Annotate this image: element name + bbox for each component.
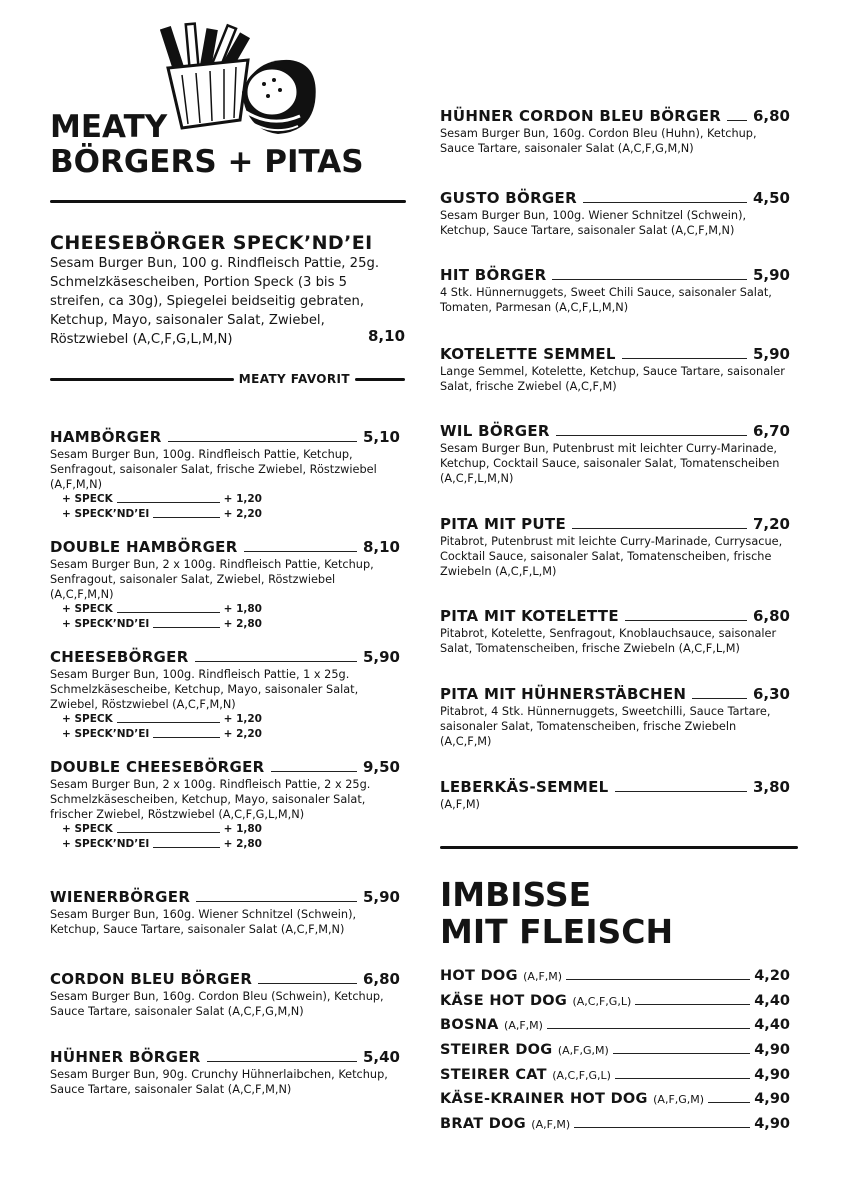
menu-item-desc: Sesam Burger Bun, 2 x 100g. Rindfleisch Pattie, 2 x 25g. Schmelzkäsescheiben, Ketchup, Mayo, saisonaler Salat, frischer Zwiebel, Röstzwiebel (A,C,F,G,L,M,N) [50,778,371,821]
menu-item-price: 6,30 [752,685,790,703]
menu-item-price: 6,80 [362,970,400,988]
menu-item-price: 5,10 [362,428,400,446]
addon-price: + 1,80 [223,823,262,835]
leader-line [727,120,747,121]
imbiss-item [440,993,790,1009]
addon-option [62,602,262,617]
menu-item-header [440,345,790,363]
menu-item-header [50,1048,400,1066]
menu-item-price: 8,10 [362,538,400,556]
menu-item-price: 5,40 [362,1048,400,1066]
menu-item-name: HÜHNER BÖRGER [50,1048,201,1066]
imbiss-item [440,1042,790,1058]
menu-item-price: 9,50 [362,758,400,776]
menu-item-header [440,107,790,125]
menu-item [50,538,400,632]
addon-name: + SPECK [62,493,113,505]
addon-price: + 2,20 [223,728,262,740]
addon-name: + SPECK [62,603,113,615]
leader-line [566,979,750,980]
divider-line-left [50,378,234,381]
menu-item [50,758,400,852]
menu-item [440,515,790,579]
imbiss-price: 4,90 [754,1116,790,1132]
leader-line [613,1053,750,1054]
leader-line [625,620,747,621]
imbiss-name: STEIRER DOG [440,1042,553,1058]
menu-item-header [50,428,400,446]
menu-item-name: PITA MIT PUTE [440,515,566,533]
menu-item-name: HIT BÖRGER [440,266,547,284]
imbiss-price: 4,20 [754,968,790,984]
leader-line [117,722,220,723]
menu-item-price: 5,90 [752,345,790,363]
imbiss-name-wrap [440,1091,704,1107]
leader-line [195,661,357,662]
imbiss-name-wrap [440,968,562,984]
menu-item-price: 7,20 [752,515,790,533]
addon-option [62,492,262,507]
meaty-favorit-divider [50,372,405,386]
menu-item-name: HAMBÖRGER [50,428,162,446]
imbiss-allergens: (A,F,M) [523,970,563,983]
leader-line [556,435,747,436]
menu-item-price: 5,90 [362,888,400,906]
menu-item-desc: Sesam Burger Bun, 100g. Rindfleisch Pattie, 1 x 25g. Schmelzkäsescheibe, Ketchup, Mayo, saisonaler Salat, Zwiebel, Röstzwiebel (A,C,F,M,N) [50,668,359,711]
menu-item [440,685,790,749]
leader-line [615,791,747,792]
leader-line [153,627,219,628]
leader-line [153,517,219,518]
menu-item [50,970,400,1019]
imbiss-name: BRAT DOG [440,1116,526,1132]
addon-option [62,822,262,837]
menu-item-desc: Pitabrot, 4 Stk. Hünnernuggets, Sweetchilli, Sauce Tartare, saisonaler Salat, Tomatenscheiben, frische Zwiebeln (A,C,F,M) [440,705,771,748]
leader-line [207,1061,357,1062]
menu-item-name: LEBERKÄS-SEMMEL [440,778,609,796]
leader-line [583,202,747,203]
imbiss-name-wrap [440,993,631,1009]
menu-item [50,428,400,522]
page-title-line2: BÖRGERS + PITAS [50,144,364,180]
imbiss-item [440,1116,790,1132]
menu-item-price: 3,80 [752,778,790,796]
menu-item-name: DOUBLE CHEESEBÖRGER [50,758,265,776]
menu-item [440,189,790,238]
addon-price: + 1,20 [223,493,262,505]
imbiss-name: KÄSE HOT DOG [440,993,568,1009]
addon-option [62,727,262,742]
leader-line [271,771,357,772]
imbiss-allergens: (A,F,G,M) [557,1044,609,1057]
menu-item [440,607,790,656]
leader-line [117,502,220,503]
imbisse-divider [440,846,798,849]
menu-item [440,266,790,315]
imbiss-name: HOT DOG [440,968,518,984]
leader-line [692,698,747,699]
addon-name: + SPECK’ND’EI [62,728,150,740]
addon-option [62,507,262,522]
menu-item-header [440,778,790,796]
menu-item-name: GUSTO BÖRGER [440,189,577,207]
leader-line [117,832,220,833]
imbiss-item [440,968,790,984]
menu-item-desc: Sesam Burger Bun, 2 x 100g. Rindfleisch Pattie, Ketchup, Senfragout, saisonaler Salat, Zwiebel, Röstzwiebel (A,C,F,M,N) [50,558,374,601]
menu-item-name: CORDON BLEU BÖRGER [50,970,253,988]
menu-item [50,888,400,937]
imbisse-title [440,876,673,950]
imbiss-allergens: (A,C,F,G,L) [572,995,632,1008]
leader-line [117,612,220,613]
leader-line [547,1028,750,1029]
menu-item-name: HÜHNER CORDON BLEU BÖRGER [440,107,722,125]
menu-item-price: 5,90 [752,266,790,284]
imbiss-name: BOSNA [440,1017,499,1033]
menu-item-desc: 4 Stk. Hünnernuggets, Sweet Chili Sauce, saisonaler Salat, Tomaten, Parmesan (A,C,F,L,M,N) [440,286,772,314]
imbisse-title-line1: IMBISSE [440,875,592,914]
imbiss-name-wrap [440,1067,611,1083]
addon-name: + SPECK’ND’EI [62,618,150,630]
addon-option [62,712,262,727]
menu-item-price: 6,80 [752,607,790,625]
menu-item-price: 6,70 [752,422,790,440]
imbiss-allergens: (A,F,M) [504,1019,543,1032]
menu-item-name: DOUBLE HAMBÖRGER [50,538,238,556]
featured-item [50,232,400,349]
menu-item-header [440,189,790,207]
leader-line [708,1102,750,1103]
imbiss-name: STEIRER CAT [440,1067,547,1083]
leader-line [622,358,747,359]
menu-item-header [440,607,790,625]
page-title-line1: MEATY [50,109,168,145]
leader-line [244,551,357,552]
menu-item [440,422,790,486]
divider-label: MEATY FAVORIT [238,372,350,386]
menu-item-desc: (A,F,M) [440,798,480,811]
menu-item-header [50,970,400,988]
imbiss-item [440,1017,790,1033]
page-title [50,110,364,180]
addon-price: + 1,20 [223,713,262,725]
menu-item-desc: Sesam Burger Bun, Putenbrust mit leichter Curry-Marinade, Ketchup, Cocktail Sauce, saisonaler Salat, Tomatenscheiben (A,C,F,L,M,N) [440,442,780,485]
imbiss-item [440,1067,790,1083]
menu-item-desc: Sesam Burger Bun, 100g. Wiener Schnitzel (Schwein), Ketchup, Sauce Tartare, saisonaler Salat (A,C,F,M,N) [440,209,747,237]
addon-name: + SPECK [62,713,113,725]
addon-option [62,837,262,852]
menu-item-name: PITA MIT KOTELETTE [440,607,619,625]
menu-item-price: 4,50 [752,189,790,207]
menu-item-name: CHEESEBÖRGER [50,648,189,666]
menu-item-desc: Sesam Burger Bun, 160g. Cordon Bleu (Schwein), Ketchup, Sauce Tartare, saisonaler Salat (A,C,F,G,M,N) [50,990,384,1018]
leader-line [615,1078,750,1079]
menu-item-header [440,422,790,440]
menu-item-header [440,515,790,533]
menu-item-name: WIL BÖRGER [440,422,550,440]
featured-item-price: 8,10 [368,327,406,345]
leader-line [168,441,357,442]
menu-item-header [50,648,400,666]
leader-line [196,901,357,902]
menu-item [440,107,790,156]
menu-item-desc: Sesam Burger Bun, 160g. Cordon Bleu (Huhn), Ketchup, Sauce Tartare, saisonaler Salat (A,C,F,G,M,N) [440,127,757,155]
leader-line [635,1004,750,1005]
leader-line [258,983,357,984]
menu-item-header [50,888,400,906]
title-divider [50,200,406,203]
menu-item-desc: Lange Semmel, Kotelette, Ketchup, Sauce Tartare, saisonaler Salat, frische Zwiebel (A,C,F,M) [440,365,785,393]
divider-line-right [355,378,405,381]
menu-item-name: KOTELETTE SEMMEL [440,345,616,363]
menu-item-desc: Pitabrot, Putenbrust mit leichte Curry-Marinade, Currysacue, Cocktail Sauce, saisonaler Salat, Tomatenscheiben, frische Zwiebeln (A,C,F,L,M) [440,535,783,578]
menu-item-desc: Sesam Burger Bun, 100g. Rindfleisch Pattie, Ketchup, Senfragout, saisonaler Salat, frische Zwiebel, Röstzwiebel (A,F,M,N) [50,448,377,491]
menu-item-header [440,266,790,284]
menu-item-desc: Sesam Burger Bun, 160g. Wiener Schnitzel (Schwein), Ketchup, Sauce Tartare, saisonaler Salat (A,C,F,M,N) [50,908,357,936]
featured-item-desc: Sesam Burger Bun, 100 g. Rindfleisch Pattie, 25g. Schmelzkäsescheiben, Portion Speck (3 bis 5 streifen, ca 30g), Spiegelei beidseitig gebraten, Ketchup, Mayo, saisonaler Salat, Zwiebel, Röstzwiebel (A,C,F,G,L,M,N) [50,256,380,347]
leader-line [153,737,219,738]
imbiss-price: 4,40 [754,1017,790,1033]
imbiss-item [440,1091,790,1107]
menu-item-desc: Pitabrot, Kotelette, Senfragout, Knoblauchsauce, saisonaler Salat, Tomatenscheiben, frische Zwiebeln (A,C,F,L,M) [440,627,777,655]
menu-item-price: 6,80 [752,107,790,125]
menu-item-desc: Sesam Burger Bun, 90g. Crunchy Hühnerlaibchen, Ketchup, Sauce Tartare, saisonaler Salat (A,C,F,M,N) [50,1068,388,1096]
addon-name: + SPECK’ND’EI [62,838,150,850]
imbiss-price: 4,90 [754,1067,790,1083]
menu-item [50,1048,400,1097]
leader-line [552,279,747,280]
menu-item-header [50,758,400,776]
leader-line [153,847,219,848]
imbiss-price: 4,90 [754,1091,790,1107]
leader-line [572,528,747,529]
imbiss-name-wrap [440,1116,570,1132]
menu-item [50,648,400,742]
imbiss-name-wrap [440,1042,609,1058]
imbisse-title-line2: MIT FLEISCH [440,912,674,951]
leader-line [574,1127,750,1128]
addon-option [62,617,262,632]
featured-item-name: CHEESEBÖRGER SPECK’ND’EI [50,232,373,254]
imbiss-allergens: (A,F,M) [531,1118,571,1131]
imbiss-name: KÄSE-KRAINER HOT DOG [440,1091,648,1107]
menu-item-header [440,685,790,703]
imbiss-price: 4,40 [754,993,790,1009]
menu-item-header [50,538,400,556]
menu-item [440,778,790,812]
addon-name: + SPECK [62,823,113,835]
imbiss-price: 4,90 [754,1042,790,1058]
menu-item-name: WIENERBÖRGER [50,888,191,906]
menu-item [440,345,790,394]
menu-item-price: 5,90 [362,648,400,666]
addon-price: + 1,80 [223,603,262,615]
addon-price: + 2,80 [223,618,262,630]
menu-item-name: PITA MIT HÜHNERSTÄBCHEN [440,685,687,703]
imbiss-name-wrap [440,1017,543,1033]
addon-name: + SPECK’ND’EI [62,508,150,520]
imbiss-allergens: (A,C,F,G,L) [552,1069,611,1082]
imbiss-allergens: (A,F,G,M) [653,1093,705,1106]
addon-price: + 2,80 [223,838,262,850]
addon-price: + 2,20 [223,508,262,520]
